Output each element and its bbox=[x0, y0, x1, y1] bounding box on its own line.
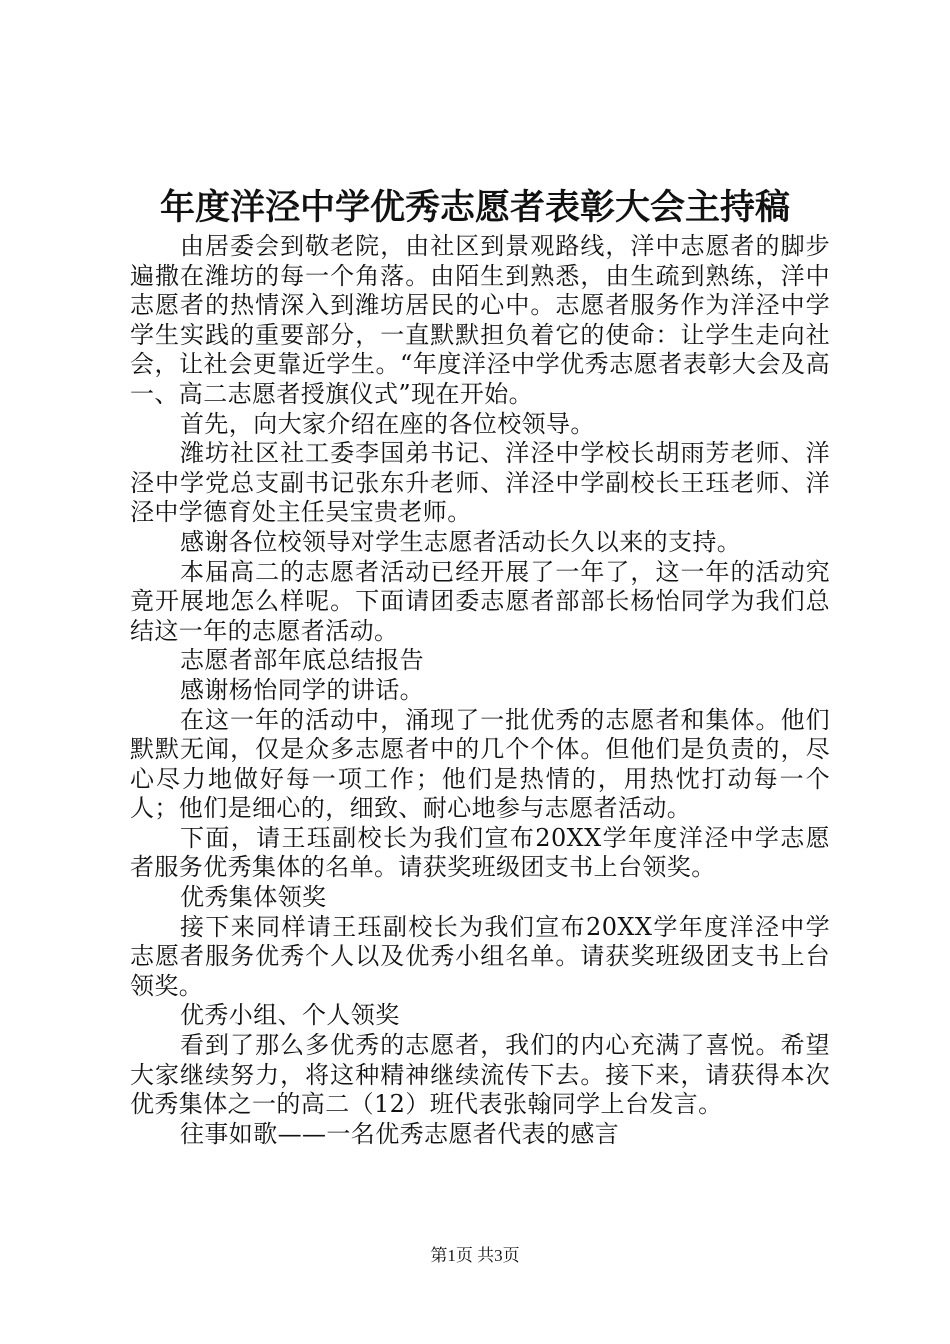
paragraph: 志愿者部年底总结报告 bbox=[180, 646, 424, 675]
paragraph: 感谢杨怡同学的讲话。 bbox=[180, 675, 424, 704]
paragraph: 感谢各位校领导对学生志愿者活动长久以来的支持。 bbox=[180, 527, 742, 556]
paragraph: 首先，向大家介绍在座的各位校领导。 bbox=[180, 409, 595, 438]
document-title: 年度洋泾中学优秀志愿者表彰大会主持稿 bbox=[159, 187, 790, 228]
paragraph: 本届高二的志愿者活动已经开展了一年了，这一年的活动究竟开展地怎么样呢。下面请团委志愿者部部长杨怡同学为我们总结这一年的志愿者活动。 bbox=[130, 557, 830, 645]
paragraph: 下面，请王珏副校长为我们宣布20XX学年度洋泾中学志愿者服务优秀集体的名单。请获奖班级团支书上台领奖。 bbox=[130, 823, 830, 882]
paragraph: 优秀小组、个人领奖 bbox=[180, 1001, 400, 1030]
page-number-footer: 第1页 共3页 bbox=[430, 1246, 520, 1265]
paragraph: 往事如歌——一名优秀志愿者代表的感言 bbox=[180, 1119, 620, 1148]
paragraph: 优秀集体领奖 bbox=[180, 883, 327, 912]
paragraph: 看到了那么多优秀的志愿者，我们的内心充满了喜悦。希望大家继续努力，将这种精神继续流传下去。接下来，请获得本次优秀集体之一的高二（12）班代表张翰同学上台发言。 bbox=[130, 1031, 830, 1119]
paragraph: 由居委会到敬老院，由社区到景观路线，洋中志愿者的脚步遍撒在潍坊的每一个角落。由陌生到熟悉，由生疏到熟练，洋中志愿者的热情深入到潍坊居民的心中。志愿者服务作为洋泾中学学生实践的重要部分，一直默默担负着它的使命：让学生走向社会，让社会更靠近学生。“年度洋泾中学优秀志愿者表彰大会及高一、高二志愿者授旗仪式”现在开始。 bbox=[130, 232, 830, 408]
paragraph: 接下来同样请王珏副校长为我们宣布20XX学年度洋泾中学志愿者服务优秀个人以及优秀小组名单。请获奖班级团支书上台领奖。 bbox=[130, 912, 830, 1000]
paragraph: 潍坊社区社工委李国弟书记、洋泾中学校长胡雨芳老师、洋泾中学党总支副书记张东升老师、洋泾中学副校长王珏老师、洋泾中学德育处主任吴宝贵老师。 bbox=[130, 439, 830, 527]
paragraph: 在这一年的活动中，涌现了一批优秀的志愿者和集体。他们默默无闻，仅是众多志愿者中的几个个体。但他们是负责的，尽心尽力地做好每一项工作；他们是热情的，用热忱打动每一个人；他们是细心的，细致、耐心地参与志愿者活动。 bbox=[130, 705, 830, 823]
document-body bbox=[130, 232, 830, 1149]
